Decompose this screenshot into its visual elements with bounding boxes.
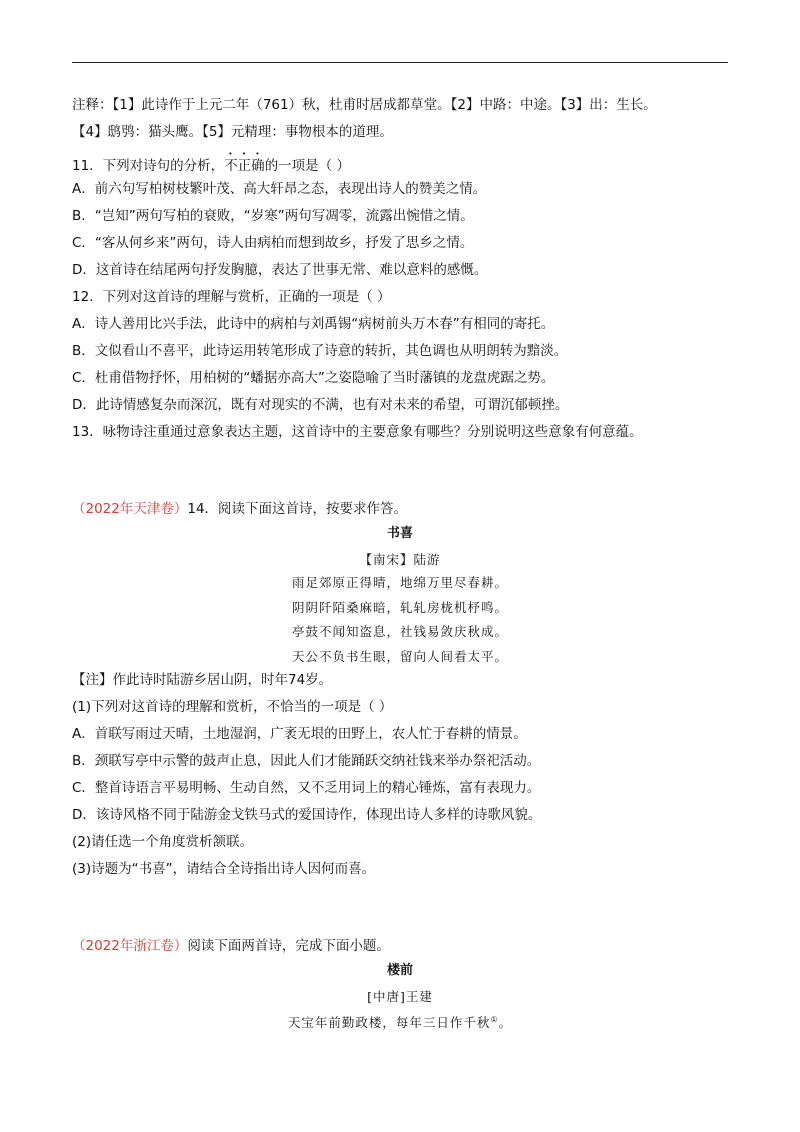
- q12-option-d: D．此诗情感复杂而深沉，既有对现实的不满，也有对未来的希望，可谓沉郁顿挫。: [72, 397, 569, 413]
- poem-title-shuxi: 书喜: [386, 526, 413, 541]
- q11-stem-pre: 11．下列对诗句的分析，: [72, 158, 225, 174]
- poem-line-4: 天公不负书生眼，留向人间看太平。: [291, 649, 508, 664]
- q11-option-d: D．这首诗在结尾两句抒发胸臆，表达了世事无常、难以意料的感慨。: [72, 262, 488, 278]
- tianjin-sub1: (1)下列对这首诗的理解和赏析，不恰当的一项是（ ）: [72, 699, 393, 715]
- tianjin-option-b: B．颈联写亭中示警的鼓声止息，因此人们才能踊跃交纳社钱来举办祭祀活动。: [72, 753, 541, 769]
- q12-option-c: C．杜甫借物抒怀，用柏树的“蟠据亦高大”之姿隐喻了当时藩镇的龙盘虎踞之势。: [72, 370, 555, 386]
- tianjin-sub3: (3)诗题为“书喜”，请结合全诗指出诗人因何而喜。: [72, 861, 376, 877]
- tianjin-note: 【注】作此诗时陆游乡居山阴，时年74岁。: [72, 672, 333, 688]
- footnote-marker: ①: [490, 1015, 499, 1024]
- tianjin-option-c: C．整首诗语言平易明畅、生动自然，又不乏用词上的精心锤炼，富有表现力。: [72, 780, 541, 796]
- q11-stem-emphasis: 不正确: [224, 158, 265, 174]
- q12-option-a: A．诗人善用比兴手法，此诗中的病柏与刘禹锡“病树前头万木春”有相同的寄托。: [72, 316, 555, 332]
- header-rule: [72, 62, 728, 63]
- poem-author-luyou: 【南宋】陆游: [359, 552, 441, 567]
- tianjin-sub2: (2)请任选一个角度赏析颔联。: [72, 834, 254, 850]
- poem-louqian-line-1-end: 。: [498, 1015, 513, 1031]
- poem-line-2: 阴阴阡陌桑麻暗，轧轧房栊机杼鸣。: [291, 600, 508, 615]
- zhejiang-intro: 阅读下面两首诗，完成下面小题。: [187, 938, 390, 954]
- q13-stem: 13．咏物诗注重通过意象表达主题，这首诗中的主要意象有哪些？分别说明这些意象有何意蕴。: [72, 424, 643, 440]
- poem-title-louqian: 楼前: [386, 963, 413, 978]
- notes-line-1: 注释：【1】此诗作于上元二年（761）秋，杜甫时居成都草堂。【2】中路：中途。【3】出：生长。: [72, 97, 657, 113]
- poem-author-wangjian: [中唐]王建: [367, 989, 433, 1004]
- tianjin-heading: [72, 500, 407, 518]
- tianjin-intro: 14．阅读下面这首诗，按要求作答。: [187, 501, 408, 517]
- q11-stem: [72, 150, 350, 175]
- q11-stem-post: 的一项是（ ）: [264, 158, 350, 174]
- tianjin-option-a: A．首联写雨过天晴，土地湿润，广袤无垠的田野上，农人忙于春耕的情景。: [72, 726, 527, 742]
- poem-louqian-line-1-text: 天宝年前勤政楼，每年三日作千秋: [287, 1015, 491, 1031]
- zhejiang-heading: [72, 937, 390, 955]
- notes-line-2: 【4】鸱鸮：猫头鹰。【5】元精理：事物根本的道理。: [72, 124, 393, 140]
- poem-louqian-line-1: [72, 1011, 728, 1032]
- q11-option-c: C．“客从何乡来”两句，诗人由病柏而想到故乡，抒发了思乡之情。: [72, 235, 474, 251]
- poem-line-1: 雨足郊原正得晴，地绵万里尽春耕。: [291, 575, 508, 590]
- tianjin-option-d: D．该诗风格不同于陆游金戈铁马式的爱国诗作，体现出诗人多样的诗歌风貌。: [72, 807, 542, 823]
- q12-stem: 12．下列对这首诗的理解与赏析，正确的一项是（ ）: [72, 289, 391, 305]
- q11-option-b: B．“岂知”两句写柏的衰败，“岁寒”两句写凋零，流露出惋惜之情。: [72, 208, 474, 224]
- q12-option-b: B．文似看山不喜平，此诗运用转笔形成了诗意的转折，其色调也从明朗转为黯淡。: [72, 343, 568, 359]
- tianjin-source: （2022年天津卷）: [72, 501, 188, 517]
- zhejiang-source: （2022年浙江卷）: [72, 938, 188, 954]
- poem-line-3: 亭鼓不闻知盗息，社钱易敛庆秋成。: [291, 624, 508, 639]
- q11-option-a: A．前六句写柏树枝繁叶茂、高大轩昂之态，表现出诗人的赞美之情。: [72, 181, 487, 197]
